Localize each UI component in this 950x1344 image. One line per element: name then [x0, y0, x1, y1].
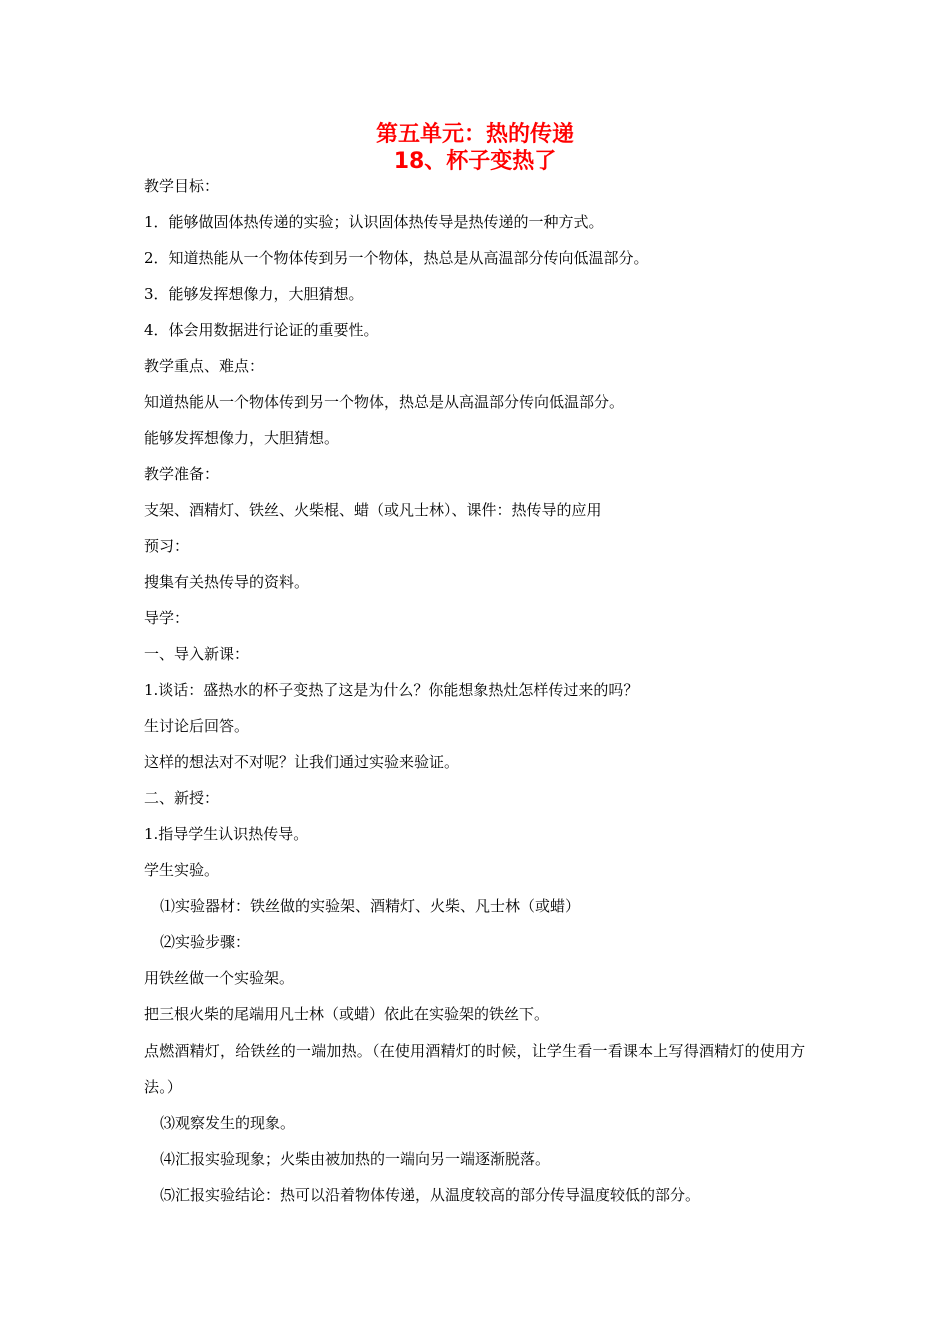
paragraph: 1.指导学生认识热传导。	[144, 825, 309, 843]
paragraph: 搜集有关热传导的资料。	[144, 573, 310, 591]
paragraph: 这样的想法对不对呢？让我们通过实验来验证。	[144, 753, 460, 771]
section-heading: 二、新授：	[144, 789, 220, 807]
section-heading: 导学：	[144, 609, 190, 627]
paragraph: 2．知道热能从一个物体传到另一个物体，热总是从高温部分传向低温部分。	[144, 249, 649, 267]
paragraph: ⑷汇报实验现象；火柴由被加热的一端向另一端逐渐脱落。	[160, 1150, 551, 1168]
paragraph: 1.谈话：盛热水的杯子变热了这是为什么？你能想象热灶怎样传过来的吗？	[144, 681, 639, 699]
paragraph: 知道热能从一个物体传到另一个物体，热总是从高温部分传向低温部分。	[144, 393, 625, 411]
paragraph: 3．能够发挥想像力，大胆猜想。	[144, 285, 364, 303]
section-heading: 教学目标：	[144, 177, 220, 195]
unit-title: 第五单元：热的传递	[375, 122, 574, 147]
section-heading: 一、导入新课：	[144, 645, 250, 663]
section-heading: 教学准备：	[144, 465, 220, 483]
paragraph: ⑶观察发生的现象。	[160, 1114, 296, 1132]
paragraph: ⑴实验器材：铁丝做的实验架、酒精灯、火柴、凡士林（或蜡）	[160, 897, 581, 915]
paragraph: ⑵实验步骤：	[160, 933, 251, 951]
section-heading: 预习：	[144, 537, 190, 555]
paragraph: 点燃酒精灯，给铁丝的一端加热。（在使用酒精灯的时候，让学生看一看课本上写得酒精灯的使用方法。）	[144, 1042, 806, 1096]
section-heading: 教学重点、难点：	[144, 357, 265, 375]
paragraph: 能够发挥想像力，大胆猜想。	[144, 429, 340, 447]
paragraph: 生讨论后回答。	[144, 717, 250, 735]
title-block	[0, 121, 950, 175]
lesson-title: 18、杯子变热了	[393, 149, 557, 174]
paragraph: 用铁丝做一个实验架。	[144, 969, 295, 987]
paragraph: 支架、酒精灯、铁丝、火柴棍、蜡（或凡士林）、课件：热传导的应用	[144, 501, 602, 519]
paragraph: 把三根火柴的尾端用凡士林（或蜡）依此在实验架的铁丝下。	[144, 1005, 550, 1023]
paragraph: 1．能够做固体热传递的实验；认识固体热传导是热传递的一种方式。	[144, 213, 604, 231]
paragraph: 学生实验。	[144, 861, 220, 879]
document-body	[144, 176, 814, 1221]
paragraph: 4．体会用数据进行论证的重要性。	[144, 321, 379, 339]
paragraph: ⑸汇报实验结论：热可以沿着物体传递，从温度较高的部分传导温度较低的部分。	[160, 1186, 701, 1204]
